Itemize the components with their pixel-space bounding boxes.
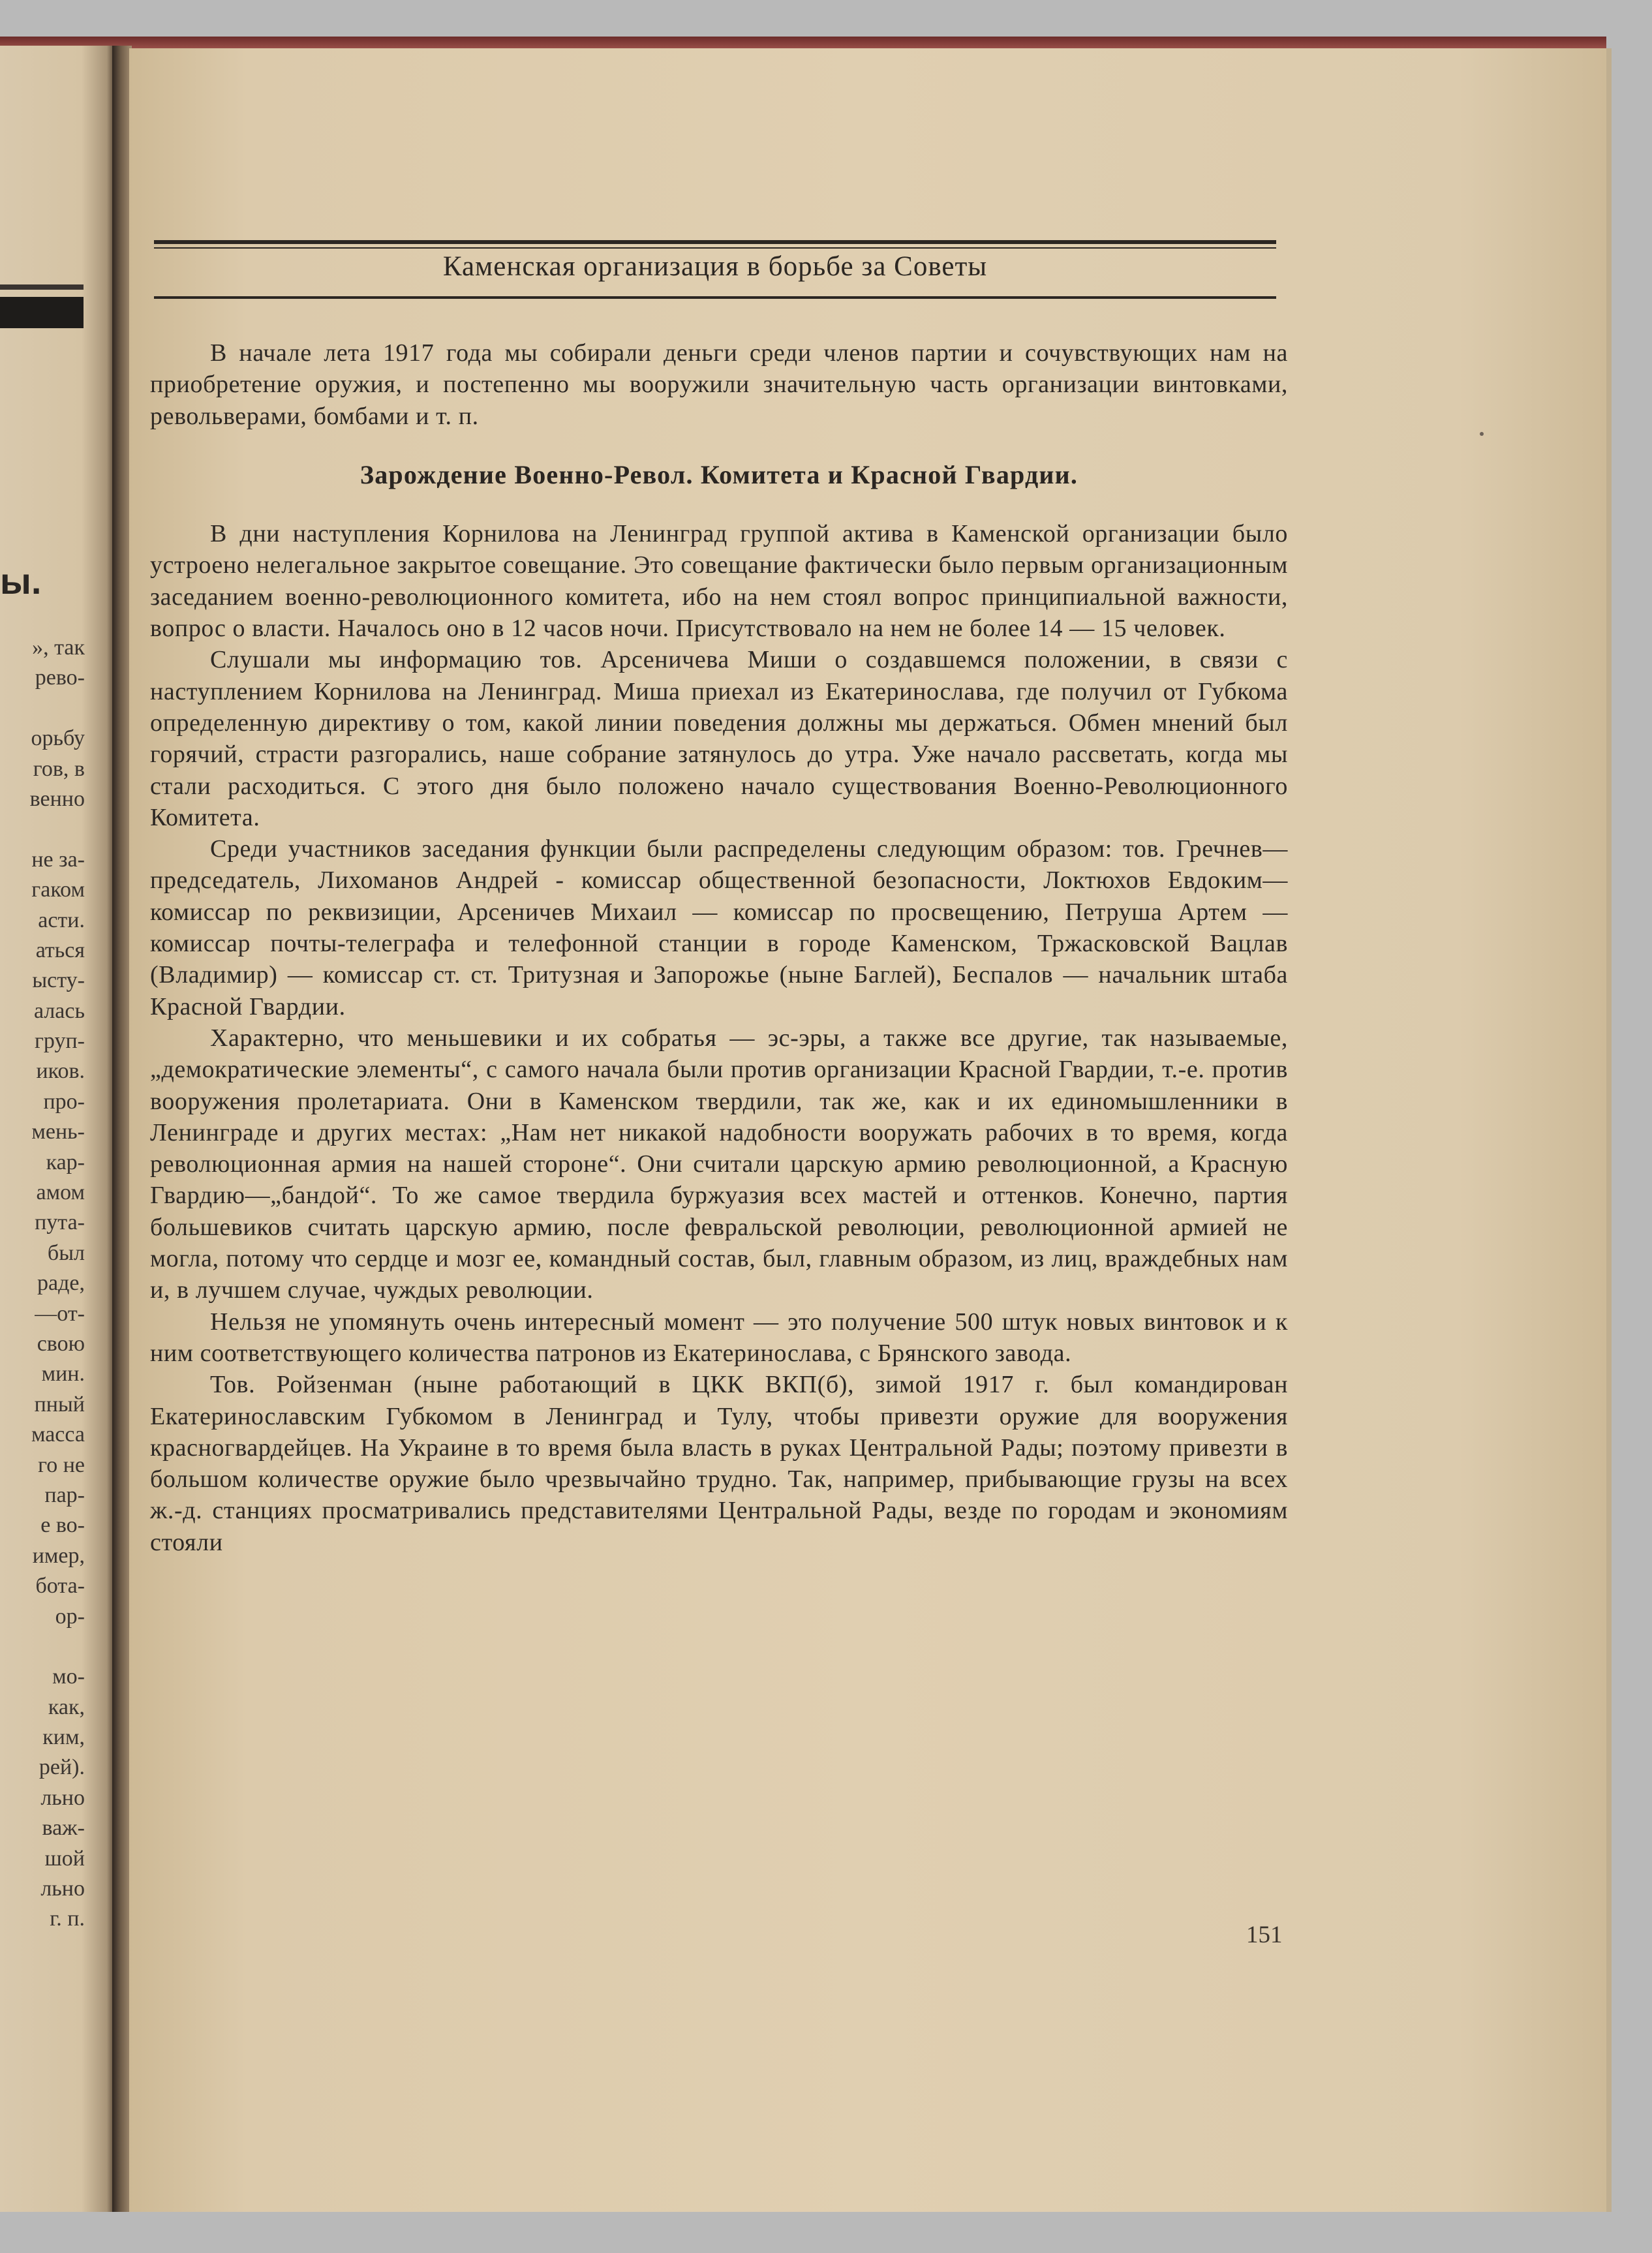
previous-page-line-fragment: амом xyxy=(36,1180,85,1205)
body-paragraph: В дни наступления Корнилова на Ленинград группой актива в Каменской организации было устроено нелегальное закрытое совещание. Это совещание фактически было первым организационным заседанием военно-революционного комитета, ибо на нем стоял вопрос принципиальной важности, вопрос о власти. Началось оно в 12 часов ночи. Присутствовало на нем не более 14 — 15 человек. xyxy=(150,520,1288,643)
previous-page-line-fragment: асти. xyxy=(38,908,85,932)
body-paragraph: Среди участников заседания функции были распределены следующим образом: тов. Гречнев—председатель, Лихоманов Андрей - комиссар общественной безопасности, Локтюхов Евдоким—комиссар по реквизиции, Арсеничев Михаил — комиссар по просвещению, Петруша Артем — комиссар почты-телеграфа и телефонной станции в городе Каменском, Тржасковской Вацлав (Владимир) — комиссар ст. ст. Тритузная и Запорожье (ныне Баглей), Беспалов — начальник штаба Красной Гвардии. xyxy=(150,835,1288,1020)
previous-page-line-fragment: алась xyxy=(33,998,85,1023)
previous-page-line-fragment: имер, xyxy=(32,1543,85,1568)
previous-page-line-fragment: важ- xyxy=(42,1816,85,1841)
body-paragraph: Тов. Ройзенман (ныне работающий в ЦКК ВКП(б), зимой 1917 г. был командирован Екатеринославским Губкомом в Ленинград и Тулу, чтобы привезти оружие для вооружения красногвардейцев. На Украине в то время была власть в руках Центральной Рады; поэтому привезти в большом количестве оружие было чрезвычайно трудно. Так, например, прибывающие грузы на всех ж.-д. станциях просматривались представителями Центральной Рады, везде по городам и экономиям стояли xyxy=(150,1371,1288,1556)
previous-page-line-fragment: е во- xyxy=(40,1513,85,1538)
previous-page-line-fragment: гаком xyxy=(31,878,85,902)
header-rule-top xyxy=(154,240,1276,244)
intro-paragraph: В начале лета 1917 года мы собирали деньги среди членов партии и сочувствующих нам на приобретение оружия, и постепенно мы вооружили значительную часть организации винтовками, револьверами, бомбами и т. п. xyxy=(150,339,1288,430)
previous-page-line-fragment: шой xyxy=(44,1846,85,1871)
previous-page-heading-fragment: ы. xyxy=(0,560,42,602)
paper-speck xyxy=(1480,432,1484,436)
previous-page-line-fragment xyxy=(0,694,85,724)
header-rule-bottom xyxy=(154,296,1276,299)
previous-page-line-fragment: », так xyxy=(32,636,85,660)
previous-page-line-fragment: кар- xyxy=(46,1150,85,1174)
previous-page-line-fragment: ор- xyxy=(55,1604,85,1629)
previous-page-line-fragment: иков. xyxy=(36,1059,85,1084)
page-edge xyxy=(1606,48,1612,2212)
previous-page-line-fragment: пар- xyxy=(44,1482,85,1507)
previous-page-line-fragment: рей). xyxy=(38,1755,85,1780)
previous-page-rule xyxy=(0,284,84,290)
running-head: Каменская организация в борьбе за Советы xyxy=(442,251,988,282)
previous-page-line-fragment: аться xyxy=(35,938,85,962)
previous-page-line-fragment: груп- xyxy=(34,1029,85,1054)
previous-page-line-fragment: орьбу xyxy=(31,726,85,751)
previous-page-line-fragment: —от- xyxy=(35,1301,85,1326)
page-body xyxy=(150,337,1288,1558)
previous-page-line-fragment: пный xyxy=(34,1392,85,1417)
previous-page-line-fragment: про- xyxy=(43,1089,85,1114)
previous-page-line-fragment: был xyxy=(47,1240,85,1265)
previous-page-line-fragment: свою xyxy=(37,1331,85,1356)
body-paragraph: Характерно, что меньшевики и их собратья — эс-эры, а также все другие, так называемые, „демократические элементы“, с самого начала были против организации Красной Гвардии, т.-е. против вооружения пролетариата. Они в Каменском твердили, так же, как и их единомышленники в Ленинграде и других местах: „Нам нет никакой надобности вооружать рабочих в то время, когда революционная армия на нашей стороне“. Они считали царскую армию революционной, а Красную Гвардию—„бандой“. То же самое твердила буржуазия всех мастей и оттенков. Конечно, партия большевиков считать царскую армию, после февральской революции, революционной армией не могла, потому что сердце и мозг ее, командный состав, был, главным образом, из лиц, враждебных нам и, в лучшем случае, чуждых революции. xyxy=(150,1024,1288,1304)
previous-page-line-fragment: гов, в xyxy=(33,756,85,781)
previous-page-strip xyxy=(0,46,116,2212)
previous-page-line-fragment: бота- xyxy=(35,1574,85,1599)
previous-page-header-bar xyxy=(0,297,84,328)
previous-page-line-fragment: ким, xyxy=(42,1725,85,1750)
previous-page-line-fragment: г. п. xyxy=(50,1907,85,1931)
body-paragraph: Слушали мы информацию тов. Арсеничева Миши о создавшемся положении, в связи с наступлением Корнилова на Ленинград. Миша приехал из Екатеринослава, где получил от Губкома определенную директиву о том, какой линии поведения должны мы держаться. Обмен мнений был горячий, страсти разгорались, наше собрание затянулось до утра. Уже начало рассветать, когда мы стали расходиться. С этого дня было положено начало существования Военно-Революционного Комитета. xyxy=(150,646,1288,831)
previous-page-line-fragment: венно xyxy=(29,786,85,811)
previous-page-text-fragments xyxy=(0,633,85,1935)
page-number: 151 xyxy=(1246,1922,1283,1948)
previous-page-line-fragment: мень- xyxy=(31,1120,85,1144)
previous-page-line-fragment: пута- xyxy=(35,1210,85,1235)
previous-page-line-fragment: льно xyxy=(40,1785,85,1810)
previous-page-line-fragment: льно xyxy=(40,1877,85,1901)
section-heading: Зарождение Военно-Револ. Комитета и Красной Гвардии. xyxy=(359,459,1078,489)
previous-page-line-fragment: ысту- xyxy=(32,968,85,993)
previous-page-line-fragment: раде, xyxy=(37,1271,85,1296)
previous-page-line-fragment: не за- xyxy=(31,847,85,872)
body-paragraph: Нельзя не упомянуть очень интересный момент — это получение 500 штук новых винтовок и к ним соответствующего количества патронов из Екатеринослава, с Брянского завода. xyxy=(150,1308,1288,1367)
previous-page-line-fragment: рево- xyxy=(35,666,85,690)
previous-page-line-fragment xyxy=(0,814,85,844)
previous-page-line-fragment xyxy=(0,1632,85,1662)
previous-page-line-fragment: масса xyxy=(31,1422,85,1447)
previous-page-line-fragment: как, xyxy=(48,1694,85,1719)
header-rule-top-thin xyxy=(154,247,1276,249)
previous-page-line-fragment: го не xyxy=(38,1452,85,1477)
previous-page-line-fragment: мо- xyxy=(52,1664,85,1689)
previous-page-line-fragment: мин. xyxy=(41,1362,85,1387)
